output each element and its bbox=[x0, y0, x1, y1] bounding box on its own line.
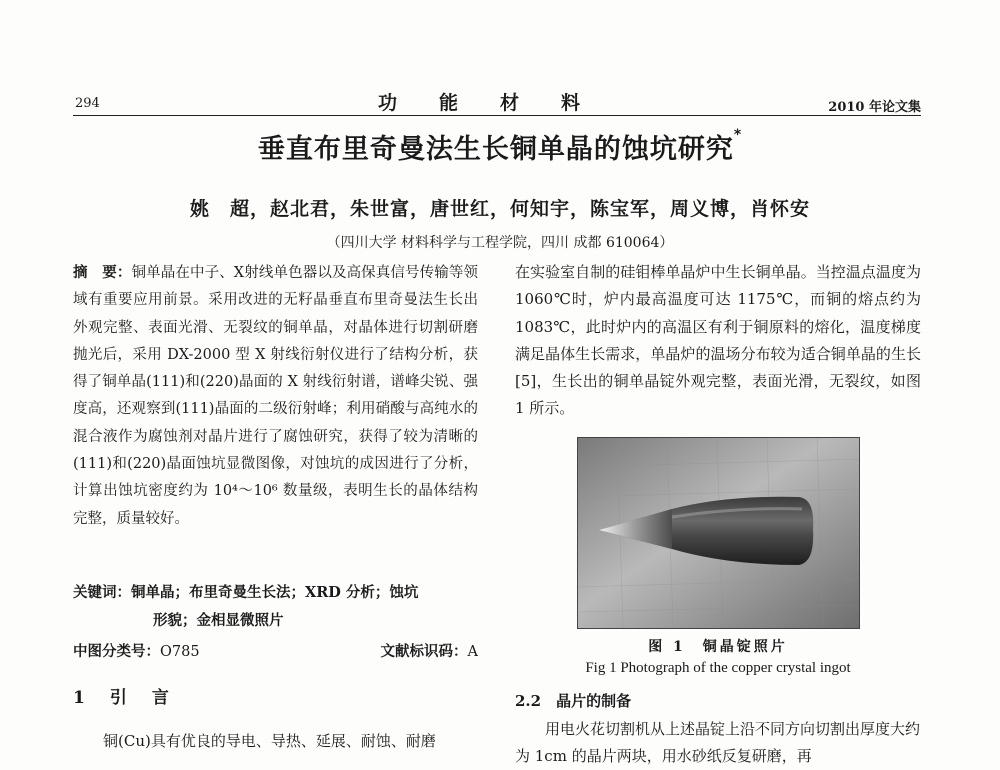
journal-name: 功能材料 bbox=[377, 92, 622, 114]
collection-label: 2010 年论文集 bbox=[828, 100, 921, 115]
affiliation: （四川大学 材料科学与工程学院，四川 成都 610064） bbox=[326, 235, 674, 251]
doc-code-value: A bbox=[467, 644, 478, 660]
title-footnote-mark: * bbox=[733, 127, 743, 143]
copper-ingot-photo-graphic bbox=[577, 437, 860, 629]
abstract-label: 摘 要： bbox=[73, 264, 132, 281]
page-number: 294 bbox=[75, 96, 100, 111]
section-1-paragraph: 铜(Cu)具有优良的导电、导热、延展、耐蚀、耐磨 bbox=[103, 732, 436, 750]
abstract-text: 铜单晶在中子、X射线单色器以及高保真信号传输等领域有重要应用前景。采用改进的无籽晶垂直布里奇曼法生长出外观完整、表面光滑、无裂纹的铜单晶，对晶体进行切割研磨抛光后，采用 DX-2000 型 X 射线衍射仪进行了结构分析，获得了铜单晶(111)和(220)晶面的 X 射线衍射谱，谱峰尖锐、强度高，还观察到(111)晶面的二级衍射峰；利用硝酸与高纯水的混合液作为腐蚀剂对晶片进行了腐蚀研究，获得了较为清晰的(111)和(220)晶面蚀坑显微图像，对蚀坑的成因进行了分析，计算出蚀坑密度约为 10⁴～10⁶ 数量级，表明生长的晶体结构完整，质量较好。 bbox=[73, 265, 479, 527]
figure-1-caption-en: Fig 1 Photograph of the copper crystal ingot bbox=[585, 660, 851, 676]
copper-ingot-photo bbox=[577, 437, 860, 629]
section-1-heading: 1 引 言 bbox=[73, 688, 173, 708]
paper-title-text: 垂直布里奇曼法生长铜单晶的蚀坑研究 bbox=[257, 134, 734, 165]
paper-title bbox=[0, 127, 1000, 166]
doc-code-label: 文献标识码： bbox=[380, 643, 468, 660]
doc-code bbox=[381, 640, 478, 661]
abstract bbox=[73, 259, 478, 533]
figure-1-caption-cn: 图 1 铜晶锭照片 bbox=[648, 639, 788, 655]
classification bbox=[73, 640, 478, 661]
keywords-label: 关键词： bbox=[73, 584, 131, 601]
header-rule bbox=[73, 115, 921, 116]
clc-value: O785 bbox=[160, 644, 200, 660]
section-2-2-paragraph: 用电火花切割机从上述晶锭上沿不同方向切割出厚度大约为 1cm 的晶片两块，用水砂纸反复研磨，再 bbox=[515, 720, 921, 765]
keywords bbox=[73, 579, 478, 634]
growth-paragraph: 在实验室自制的硅钼棒单晶炉中生长铜单晶。当控温点温度为 1060℃时，炉内最高温度可达 1175℃，而铜的熔点约为 1083℃，此时炉内的高温区有利于铜原料的熔化，温度梯度满足晶体生长需求，单晶炉的温场分布较为适合铜单晶的生长[5]，生长出的铜单晶锭外观完整，表面光滑，无裂纹，如图 1 所示。 bbox=[515, 263, 921, 418]
author-list: 姚 超，赵北君，朱世富，唐世红，何知宇，陈宝军，周义博，肖怀安 bbox=[189, 198, 810, 220]
keywords-line2: 形貌；金相显微照片 bbox=[153, 612, 284, 629]
keywords-line1: 铜单晶；布里奇曼生长法；XRD 分析；蚀坑 bbox=[131, 584, 419, 601]
section-2-2-heading: 2.2 晶片的制备 bbox=[515, 692, 632, 710]
clc-label: 中图分类号： bbox=[73, 643, 160, 660]
